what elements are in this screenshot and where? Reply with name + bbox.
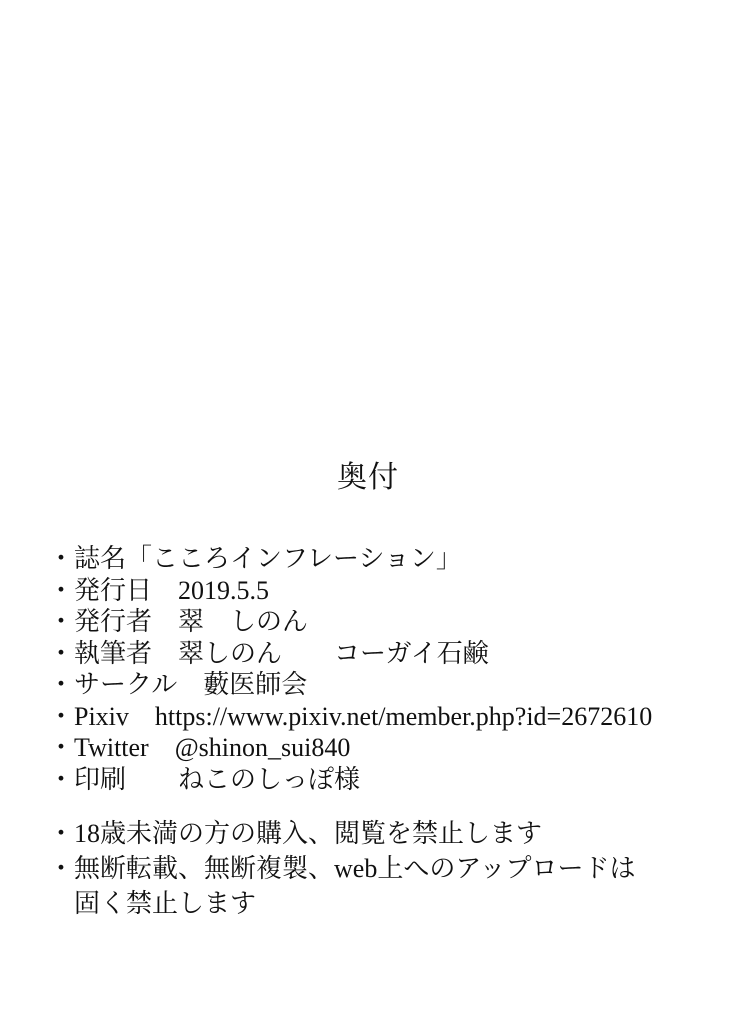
colophon-line-publisher: ・発行者 翠 しのん — [48, 607, 309, 636]
colophon-line-publish-date: ・発行日 2019.5.5 — [48, 575, 270, 605]
notice-block — [48, 816, 716, 921]
colophon-line-authors: ・執筆者 翠しのん コーガイ石鹸 — [48, 638, 489, 668]
colophon-line-magazine-name: ・誌名「こころインフレーション」 — [48, 544, 462, 573]
page-title: 奥付 — [337, 461, 399, 494]
notice-line-age-restriction: ・18歳未満の方の購入、閲覧を禁止します — [48, 819, 543, 848]
colophon-line-twitter: ・Twitter @shinon_sui840 — [48, 733, 351, 762]
colophon-line-pixiv-url: ・Pixiv https://www.pixiv.net/member.php?id=2672610 — [48, 701, 653, 731]
colophon-line-circle: ・サークル 藪医師会 — [48, 670, 308, 699]
colophon-line-printer: ・印刷 ねこのしっぽ様 — [48, 764, 361, 794]
notice-line-no-reproduction-cont: 固く禁止します — [48, 889, 257, 918]
colophon-block — [48, 543, 716, 795]
notice-line-no-reproduction: ・無断転載、無断複製、web上へのアップロードは — [48, 854, 636, 883]
